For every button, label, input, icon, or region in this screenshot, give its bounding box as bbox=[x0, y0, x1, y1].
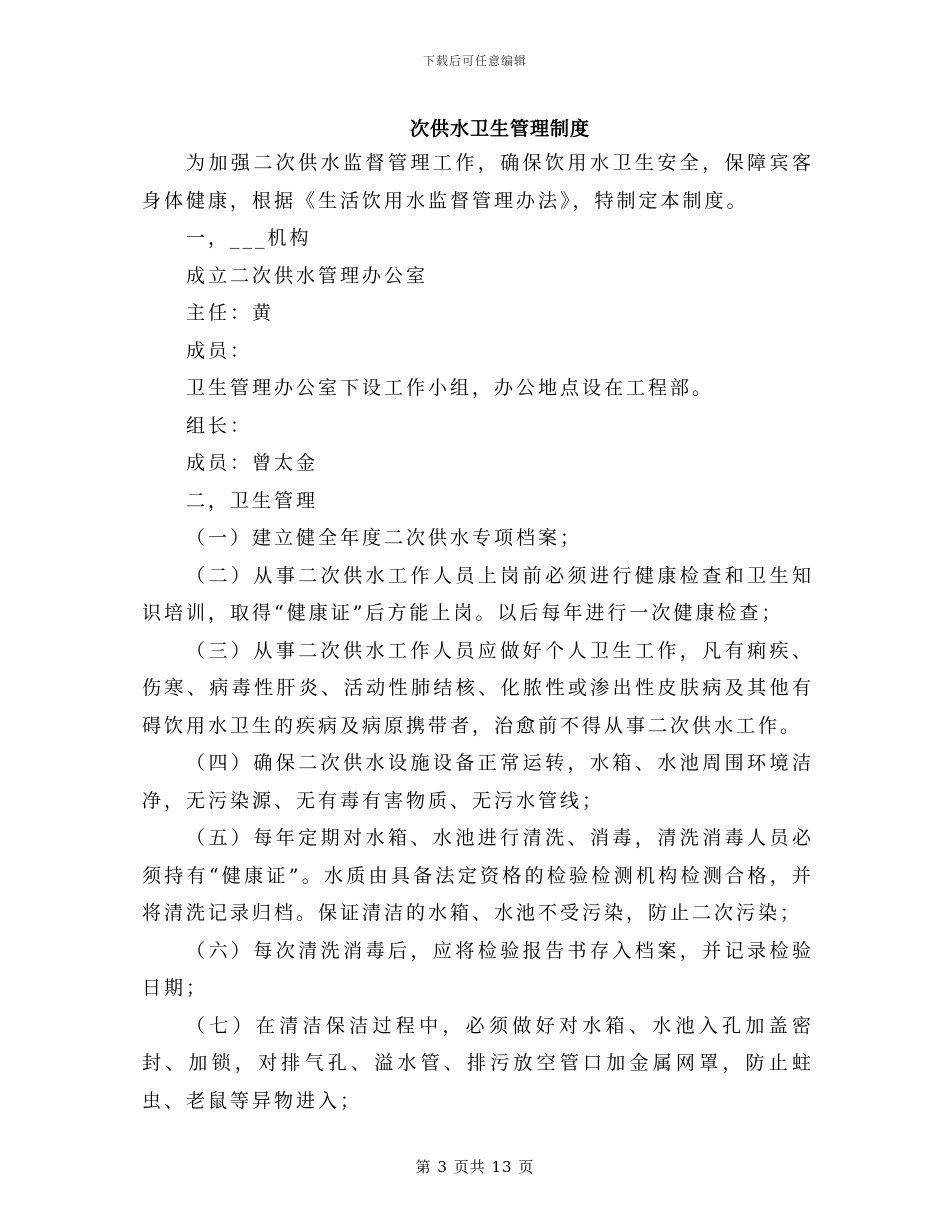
clause-2: （二）从事二次供水工作人员上岗前必须进行健康检查和卫生知识培训，取得“健康证”后方能上岗。以后每年进行一次健康检查； bbox=[142, 564, 814, 624]
clause-4: （四）确保二次供水设施设备正常运转，水箱、水池周围环境洁净，无污染源、无有毒有害物质、无污水管线； bbox=[142, 752, 814, 812]
section-heading-organization: 一，___机构 bbox=[186, 227, 312, 249]
paragraph-office: 成立二次供水管理办公室 bbox=[186, 264, 429, 287]
page-number: 第 3 页共 13 页 bbox=[415, 1158, 535, 1176]
section-heading-hygiene: 二，卫生管理 bbox=[186, 489, 319, 512]
paragraph-members: 成员： bbox=[186, 339, 253, 362]
clause-5: （五）每年定期对水箱、水池进行清洗、消毒，清洗消毒人员必须持有“健康证”。水质由具备法定资格的检验检测机构检测合格，并将清洗记录归档。保证清洁的水箱、水池不受污染，防止二次污染； bbox=[142, 827, 814, 924]
document-title: 次供水卫生管理制度 bbox=[409, 118, 590, 140]
paragraph-group-leader: 组长： bbox=[186, 414, 253, 437]
paragraph-director: 主任：黄 bbox=[186, 302, 275, 324]
clause-3: （三）从事二次供水工作人员应做好个人卫生工作，凡有痢疾、伤寒、病毒性肝炎、活动性肺结核、化脓性或渗出性皮肤病及其他有碍饮用水卫生的疾病及病原携带者，治愈前不得从事二次供水工作。 bbox=[142, 639, 814, 737]
paragraph-working-group: 卫生管理办公室下设工作小组，办公地点设在工程部。 bbox=[186, 377, 715, 399]
paragraph-group-members: 成员：曾太金 bbox=[186, 452, 319, 474]
paragraph-intro: 为加强二次供水监督管理工作，确保饮用水卫生安全，保障宾客身体健康，根据《生活饮用水监督管理办法》，特制定本制度。 bbox=[142, 152, 814, 212]
document-body bbox=[142, 145, 814, 1120]
clause-1: （一）建立健全年度二次供水专项档案； bbox=[186, 527, 583, 549]
page-header-note: 下载后可任意编辑 bbox=[422, 54, 527, 68]
clause-6: （六）每次清洗消毒后，应将检验报告书存入档案，并记录检验日期； bbox=[142, 939, 814, 999]
clause-7: （七）在清洁保洁过程中，必须做好对水箱、水池入孔加盖密封、加锁，对排气孔、溢水管、排污放空管口加金属网罩，防止蛀虫、老鼠等异物进入； bbox=[142, 1014, 814, 1112]
